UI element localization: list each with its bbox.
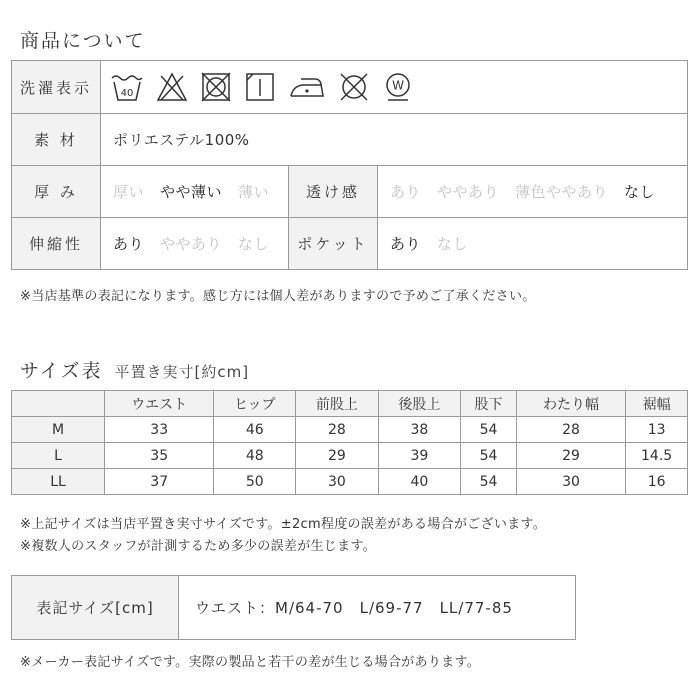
size-section-title: サイズ表 xyxy=(20,360,103,382)
hang-dry-shade-icon xyxy=(243,70,277,104)
label-size-value: ウエスト：M/64-70 L/69-77 LL/77-85 xyxy=(179,576,576,640)
svg-text:40: 40 xyxy=(120,88,134,99)
size-header-thigh: わたり幅 xyxy=(516,391,625,417)
table-row xyxy=(12,417,688,443)
thickness-label: 厚 み xyxy=(12,166,101,218)
option-sheer-slight: ややあり xyxy=(437,183,500,201)
table-cell: 46 xyxy=(214,417,296,443)
size-table xyxy=(11,390,688,495)
table-cell: 14.5 xyxy=(626,443,688,469)
table-cell: 13 xyxy=(626,417,688,443)
wet-clean-icon xyxy=(381,70,415,104)
option-sheer-light-color: 薄色ややあり xyxy=(515,183,609,201)
option-sheer-none: なし xyxy=(624,183,656,201)
table-cell: 29 xyxy=(296,443,379,469)
table-row xyxy=(12,469,688,495)
label-size-table xyxy=(11,575,576,640)
option-stretch-slight: ややあり xyxy=(160,235,223,253)
care-icons-cell xyxy=(101,61,688,114)
table-cell: 54 xyxy=(461,469,517,495)
option-stretch-none: なし xyxy=(238,235,270,253)
table-cell: 37 xyxy=(105,469,214,495)
table-cell: 16 xyxy=(626,469,688,495)
table-cell: 50 xyxy=(214,469,296,495)
product-info-table xyxy=(11,60,688,270)
table-cell: 30 xyxy=(516,469,625,495)
size-header-hem: 裾幅 xyxy=(626,391,688,417)
no-bleach-icon xyxy=(155,70,189,104)
table-cell: 28 xyxy=(296,417,379,443)
option-slightly-thin: やや薄い xyxy=(160,183,223,201)
sheer-options xyxy=(378,166,688,218)
size-note-2: ※複数人のスタッフが計測するため多少の誤差が生じます。 xyxy=(20,539,376,554)
option-pocket-yes: あり xyxy=(390,235,422,253)
table-cell: 39 xyxy=(378,443,461,469)
size-header-inseam: 股下 xyxy=(461,391,517,417)
table-cell: 29 xyxy=(516,443,625,469)
pocket-label: ポケット xyxy=(289,218,378,270)
label-size-label: 表記サイズ[cm] xyxy=(12,576,179,640)
iron-low-icon xyxy=(287,70,327,104)
option-stretch-yes: あり xyxy=(113,235,145,253)
table-cell: 54 xyxy=(461,443,517,469)
size-header-corner xyxy=(12,391,105,417)
size-section-subtitle: 平置き実寸[約cm] xyxy=(114,363,250,381)
size-table-header xyxy=(12,391,688,417)
size-header-front-rise: 前股上 xyxy=(296,391,379,417)
option-pocket-no: なし xyxy=(437,235,469,253)
wash-40-icon xyxy=(109,70,145,104)
table-cell: 35 xyxy=(105,443,214,469)
table-cell: 48 xyxy=(214,443,296,469)
table-cell: 54 xyxy=(461,417,517,443)
size-header-back-rise: 後股上 xyxy=(378,391,461,417)
care-icons xyxy=(101,70,687,104)
material-label: 素 材 xyxy=(12,114,101,166)
option-thick: 厚い xyxy=(113,183,145,201)
size-row-label: L xyxy=(12,443,105,469)
table-cell: 33 xyxy=(105,417,214,443)
option-sheer-yes: あり xyxy=(390,183,422,201)
size-row-label: LL xyxy=(12,469,105,495)
product-note: ※当店基準の表記になります。感じ方には個人差がありますので予めご了承ください。 xyxy=(20,289,536,304)
sheer-label: 透け感 xyxy=(289,166,378,218)
size-note-1: ※上記サイズは当店平置き実寸サイズです。±2cm程度の誤差がある場合がございます。 xyxy=(20,517,547,532)
size-header-waist: ウエスト xyxy=(105,391,214,417)
svg-text:W: W xyxy=(392,78,404,93)
table-cell: 40 xyxy=(378,469,461,495)
product-section-title: 商品について xyxy=(20,30,146,52)
size-row-label: M xyxy=(12,417,105,443)
care-label: 洗濯表示 xyxy=(12,61,101,114)
size-heading xyxy=(20,356,249,383)
size-header-hip: ヒップ xyxy=(214,391,296,417)
no-dry-clean-icon xyxy=(337,70,371,104)
stretch-options xyxy=(101,218,289,270)
table-cell: 30 xyxy=(296,469,379,495)
table-cell: 28 xyxy=(516,417,625,443)
pocket-options xyxy=(378,218,688,270)
option-thin: 薄い xyxy=(238,183,270,201)
table-row xyxy=(12,443,688,469)
material-value: ポリエステル100% xyxy=(101,114,688,166)
thickness-options xyxy=(101,166,289,218)
stretch-label: 伸縮性 xyxy=(12,218,101,270)
table-cell: 38 xyxy=(378,417,461,443)
label-size-note: ※メーカー表記サイズです。実際の製品と若干の差が生じる場合があります。 xyxy=(20,655,481,670)
no-tumble-dry-icon xyxy=(199,70,233,104)
